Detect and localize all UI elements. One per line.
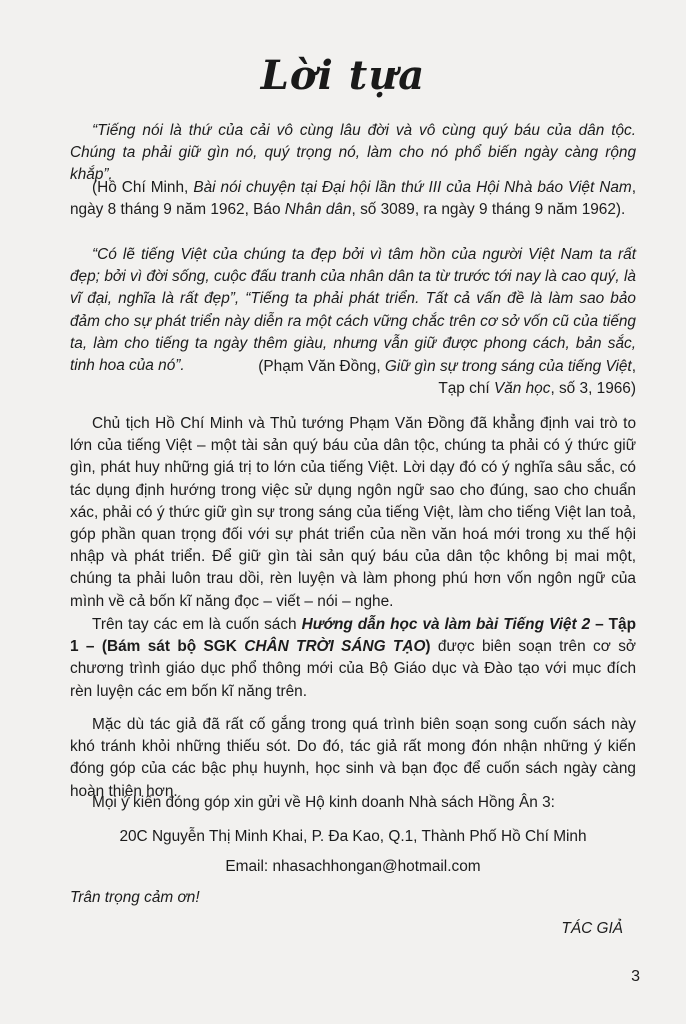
text: ) — [425, 638, 431, 656]
source-magazine: Văn học — [493, 380, 551, 397]
book-paragraph — [70, 614, 636, 703]
source-work: Giữ gìn sự trong sáng của tiếng Việt — [384, 358, 632, 375]
source-text: , ngày 8 tháng 9 năm 1962, Báo — [70, 179, 636, 219]
text: được biên soạn trên cơ sở chương trình giáo dục phổ thông mới của Bộ Giáo dục và Đào tạo với mục đích rèn luyện các em bốn kĩ năng trên. — [70, 638, 636, 700]
intro-paragraph: Chủ tịch Hồ Chí Minh và Thủ tướng Phạm Văn Đồng đã khẳng định vai trò to lớn của tiếng Việt – một tài sản quý báu của dân tộc, chúng ta phải có ý thức giữ gìn, phát huy những giá trị to lớn của tiếng Việt. Lời dạy đó có ý nghĩa sâu sắc, có tác dụng định hướng trong việc sử dụng ngôn ngữ sao cho đúng, sao cho chuẩn xác, phải có ý thức giữ gìn sự trong sáng của tiếng Việt, làm cho tiếng Việt lan toả, góp phần quan trọng đối với sự phát triển của nền văn hoá mới trong xu thế hội nhập và phát triển. Để giữ gìn tài sản quý báu của dân tộc không bị mai một, chúng ta phải luôn trau dồi, rèn luyện và làm phong phú hơn vốn ngôn ngữ của mình về cả bốn kĩ năng đọc – viết – nói – nghe. — [70, 415, 636, 610]
signature: TÁC GIẢ — [561, 920, 623, 937]
page-title: Lời tựa — [260, 52, 426, 99]
text: (Bám sát bộ SGK — [101, 638, 245, 656]
source-text: (Hồ Chí Minh, — [92, 179, 194, 196]
quote-pham-van-dong-source-1 — [70, 356, 636, 378]
email: Email: nhasachhongan@hotmail.com — [225, 858, 481, 875]
quote-ho-chi-minh: “Tiếng nói là thứ của cải vô cùng lâu đời và vô cùng quý báu của dân tộc. Chúng ta phải giữ gìn nó, quý trọng nó, làm cho nó phổ biến ngày càng rộng khắp”. — [70, 122, 636, 184]
book-title: Hướng dẫn học và làm bài Tiếng Việt 2 — [301, 616, 591, 633]
source-text: , số 3089, ra ngày 9 tháng 9 năm 1962). — [351, 201, 626, 219]
apology-paragraph: Mặc dù tác giả đã rất cố gắng trong quá trình biên soạn song cuốn sách này khó tránh khỏi những thiếu sót. Do đó, tác giả rất mong đón nhận những ý kiến đóng góp của các bậc phụ huynh, học sinh và bạn đọc để cuốn sách ngày càng hoàn thiện hơn. — [70, 716, 636, 800]
address: 20C Nguyễn Thị Minh Khai, P. Đa Kao, Q.1, Thành Phố Hồ Chí Minh — [119, 828, 587, 845]
source-text: (Phạm Văn Đồng, — [258, 358, 385, 375]
source-paper: Nhân dân — [284, 201, 352, 219]
quote-ho-chi-minh-source — [70, 177, 636, 221]
page-number: 3 — [631, 968, 640, 985]
source-work: Bài nói chuyện tại Đại hội lần thứ III của Hội Nhà báo Việt Nam — [193, 179, 632, 196]
thanks: Trân trọng cảm ơn! — [70, 889, 200, 906]
text: Trên tay các em là cuốn sách — [92, 616, 302, 633]
quote-pham-van-dong: “Có lẽ tiếng Việt của chúng ta đẹp bởi vì tâm hồn của người Việt Nam ta rất đẹp; bởi vì đời sống, cuộc đấu tranh của nhân dân ta từ trước tới nay là cao quý, là vĩ đại, nghĩa là rất đẹp”, “Tiếng ta phải phát triển. Tất cả vấn đề là làm sao bảo đảm cho sự phát triển này diễn ra một cách vững chắc trên cơ sở vốn cũ của tiếng ta, làm cho tiếng ta ngày thêm giàu, nhưng vẫn giữ được phong cách, bản sắc, tinh hoa của nó”. — [70, 246, 636, 375]
source-text: , số 3, 1966) — [550, 380, 636, 397]
series-name: CHÂN TRỜI SÁNG TẠO — [244, 638, 426, 656]
source-text: , — [631, 358, 636, 375]
contact-paragraph: Mọi ý kiến đóng góp xin gửi về Hộ kinh doanh Nhà sách Hồng Ân 3: — [92, 794, 555, 811]
text: – Tập 1 – — [70, 616, 636, 656]
quote-pham-van-dong-source-2 — [70, 378, 636, 400]
source-text: Tạp chí — [438, 380, 494, 397]
